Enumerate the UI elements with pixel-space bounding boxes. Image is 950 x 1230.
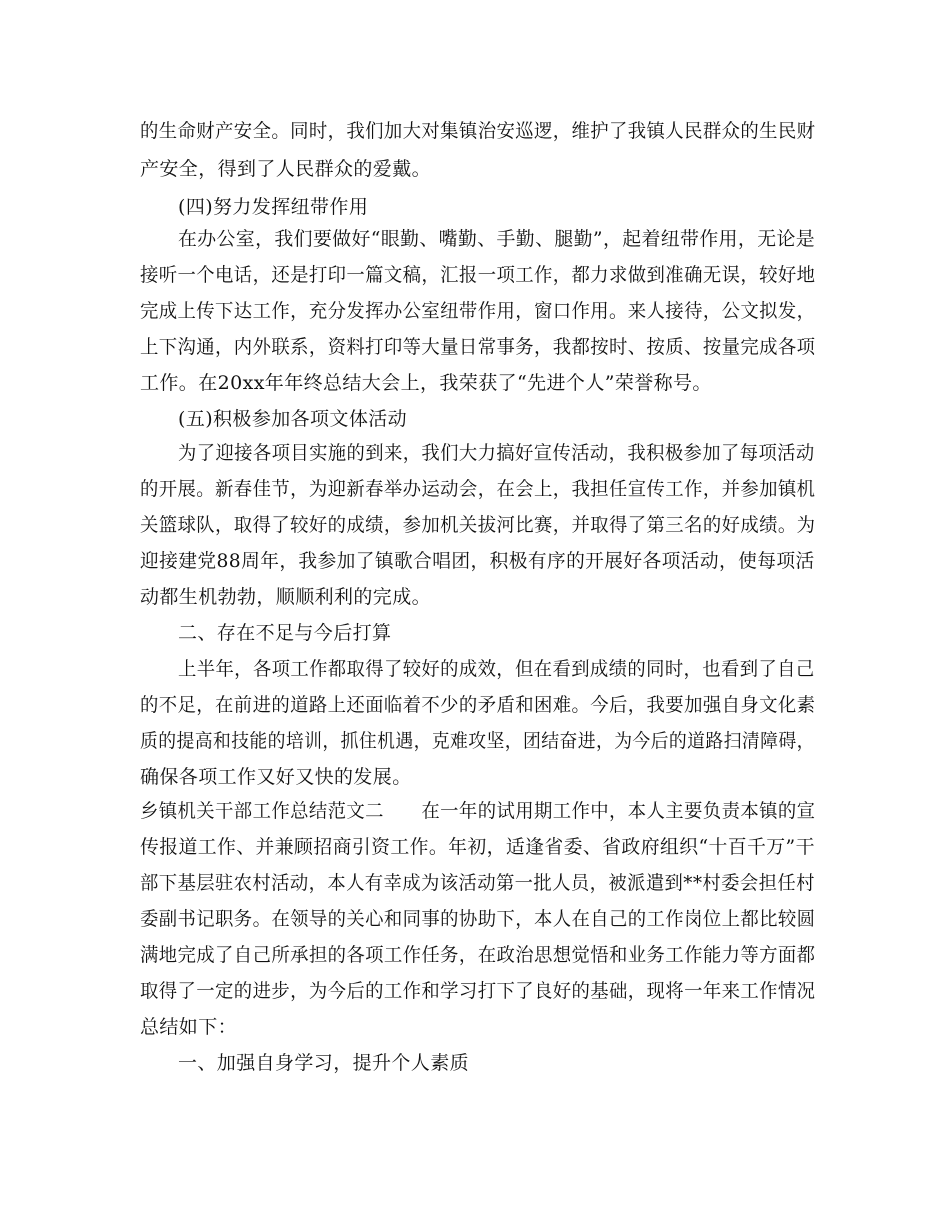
text-line: 上半年，各项工作都取得了较好的成效，但在看到成绩的同时，也看到了自己 [178,658,815,680]
text-line: 完成上传下达工作，充分发挥办公室纽带作用，窗口作用。来人接待，公文拟发， [140,300,816,322]
text-line: 部下基层驻农村活动，本人有幸成为该活动第一批人员，被派遣到**村委会担任村 [140,872,815,894]
text-line: 质的提高和技能的培训，抓住机遇，克难攻坚，团结奋进，为今后的道路扫清障碍， [140,730,815,752]
text-line: 为了迎接各项目实施的到来，我们大力搞好宣传活动，我积极参加了每项活动 [178,442,815,464]
text-line: 在办公室，我们要做好“眼勤、嘴勤、手勤、腿勤”，起着纽带作用，无论是 [178,228,816,250]
text-line: 传报道工作、并兼顾招商引资工作。年初，适逢省委、省政府组织“十百千万”干 [140,836,815,858]
section-heading: (四)努力发挥纽带作用 [178,196,369,218]
section-heading: 二、存在不足与今后打算 [178,622,392,644]
text-line: 产安全，得到了人民群众的爱戴。 [140,158,432,180]
section-heading: 一、加强自身学习，提升个人素质 [178,1052,470,1074]
text-line: 工作。在20xx年年终总结大会上，我荣获了“先进个人”荣誉称号。 [140,372,712,394]
text-line: 委副书记职务。在领导的关心和同事的协助下，本人在自己的工作岗位上都比较圆 [140,908,816,930]
text-line: 接听一个电话，还是打印一篇文稿，汇报一项工作，都力求做到准确无误，较好地 [140,264,816,286]
text-line: 上下沟通，内外联系，资料打印等大量日常事务，我都按时、按质、按量完成各项 [140,336,816,358]
section-heading: (五)积极参加各项文体活动 [178,408,408,430]
text-line: 的生命财产安全。同时，我们加大对集镇治安巡逻，维护了我镇人民群众的生民财 [140,120,816,142]
text-line: 确保各项工作又好又快的发展。 [140,766,412,788]
text-line: 满地完成了自己所承担的各项工作任务，在政治思想觉悟和业务工作能力等方面都 [140,944,816,966]
text-line: 迎接建党88周年，我参加了镇歌合唱团，积极有序的开展好各项活动，使每项活 [140,550,815,572]
text-line: 动都生机勃勃，顺顺利利的完成。 [140,586,432,608]
text-line: 的开展。新春佳节，为迎新春举办运动会，在会上，我担任宣传工作，并参加镇机 [140,478,816,500]
text-line: 关篮球队，取得了较好的成绩，参加机关拔河比赛，并取得了第三名的好成绩。为 [140,514,816,536]
text-line: 的不足，在前进的道路上还面临着不少的矛盾和困难。今后，我要加强自身文化素 [140,694,816,716]
document-title-line: 乡镇机关干部工作总结范文二 在一年的试用期工作中，本人主要负责本镇的宣 [140,800,816,822]
text-line: 取得了一定的进步，为今后的工作和学习打下了良好的基础，现将一年来工作情况 [140,980,816,1002]
text-line: 总结如下： [140,1016,238,1038]
